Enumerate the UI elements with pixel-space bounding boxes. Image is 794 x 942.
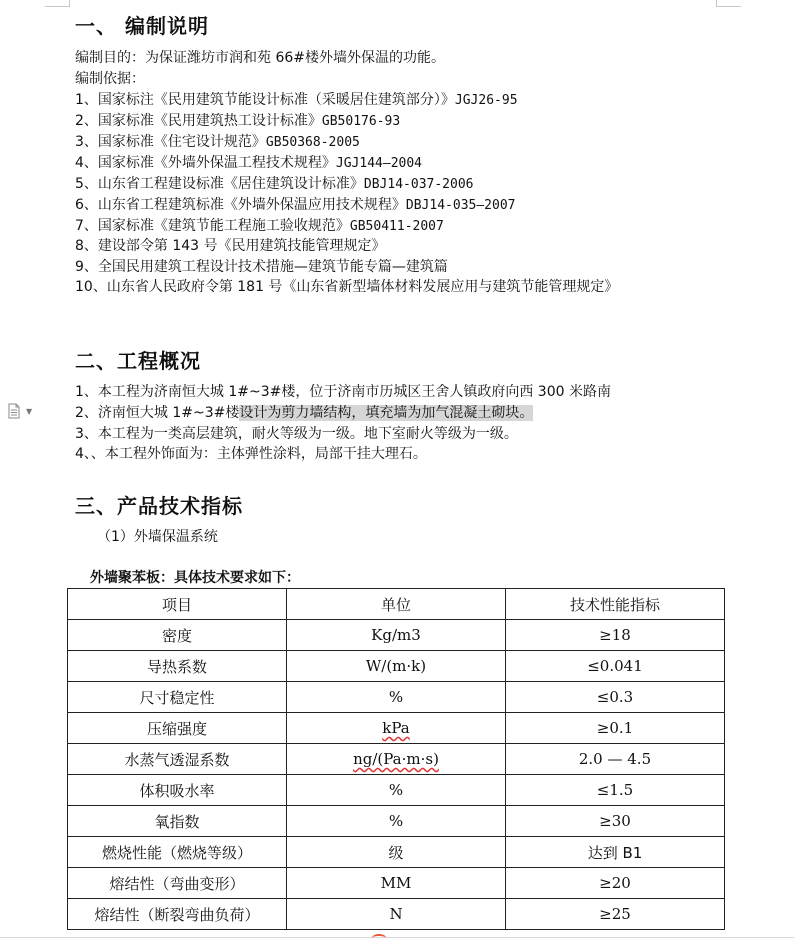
cell-unit: MM <box>287 868 506 899</box>
basis-label: 编制依据： <box>75 71 145 87</box>
basis-item-title: 7、国家标准《建筑节能工程施工验收规范》 <box>75 218 350 234</box>
table-row <box>68 620 725 651</box>
cell-unit <box>287 744 506 775</box>
cell-item: 氧指数 <box>68 806 287 837</box>
header-cell-spec: 技术性能指标 <box>506 589 725 620</box>
basis-item <box>75 236 386 256</box>
overview-item: 1、本工程为济南恒大城 1#~3#楼，位于济南市历城区王舍人镇政府向西 300 米路南 <box>75 384 611 400</box>
section2-heading: 二、工程概况 <box>75 349 201 373</box>
overview-item: 4、、本工程外饰面为：主体弹性涂料，局部干挂大理石。 <box>75 446 427 462</box>
basis-item-title: 4、国家标准《外墙外保温工程技术规程》 <box>75 155 336 171</box>
table-caption: 外墙聚苯板：具体技术要求如下： <box>90 570 300 586</box>
basis-item-code: DBJ14-035—2007 <box>405 198 516 213</box>
table-row <box>68 682 725 713</box>
basis-item-title: 1、国家标注《民用建筑节能设计标准（采暖居住建筑部分）》 <box>75 92 455 108</box>
cell-unit: % <box>287 775 506 806</box>
basis-item-code: GB50176-93 <box>321 114 401 129</box>
cell-unit: Kg/m3 <box>287 620 506 651</box>
basis-item-title: 2、国家标准《民用建筑热工设计标准》 <box>75 113 322 129</box>
basis-item-title: 9、全国民用建筑工程设计技术措施—建筑节能专篇—建筑篇 <box>75 259 448 275</box>
table-row <box>68 806 725 837</box>
cell-item: 熔结性（弯曲变形） <box>68 868 287 899</box>
basis-item <box>75 257 448 277</box>
cell-value: ≥18 <box>506 620 725 651</box>
cell-item: 熔结性（断裂弯曲负荷） <box>68 899 287 930</box>
cell-item: 燃烧性能（燃烧等级） <box>68 837 287 868</box>
basis-item-code: GB50368-2005 <box>265 135 360 150</box>
cell-item: 导热系数 <box>68 651 287 682</box>
page-corner-mark-left <box>45 0 70 7</box>
basis-item <box>75 216 444 237</box>
cell-unit: 级 <box>287 837 506 868</box>
table-row <box>68 713 725 744</box>
red-ink-mark <box>372 934 386 942</box>
cell-value: ≥20 <box>506 868 725 899</box>
basis-item <box>75 153 422 174</box>
page-bottom-rule <box>0 937 794 938</box>
cell-unit: kPa <box>287 713 506 744</box>
page-corner-mark-right <box>716 0 741 7</box>
cell-unit: W/(m·k) <box>287 651 506 682</box>
purpose-text: 编制目的：为保证潍坊市润和苑 66#楼外墙外保温的功能。 <box>75 50 445 66</box>
basis-item-title: 8、建设部令第 143 号《民用建筑技能管理规定》 <box>75 238 386 254</box>
basis-item-code: JGJ26-95 <box>454 93 518 108</box>
section3-heading: 三、产品技术指标 <box>75 494 243 518</box>
cell-value: ≤1.5 <box>506 775 725 806</box>
basis-item <box>75 111 400 132</box>
cell-value: ≤0.3 <box>506 682 725 713</box>
chevron-down-icon[interactable]: ▼ <box>26 407 33 416</box>
cell-item: 水蒸气透湿系数 <box>68 744 287 775</box>
section1-heading: 一、 编制说明 <box>75 14 209 38</box>
table-row <box>68 868 725 899</box>
cell-value: ≥25 <box>506 899 725 930</box>
basis-item-code: JGJ144—2004 <box>335 156 422 171</box>
table-row <box>68 651 725 682</box>
cell-unit: % <box>287 682 506 713</box>
cell-value: 达到 B1 <box>506 837 725 868</box>
basis-item <box>75 132 360 153</box>
cell-unit: % <box>287 806 506 837</box>
basis-item-title: 5、山东省工程建设标准《居住建筑设计标准》 <box>75 176 364 192</box>
highlighted-text[interactable]: 设计为剪力墙结构，填充墙为加气混凝土砌块。 <box>239 405 534 421</box>
cell-unit: N <box>287 899 506 930</box>
basis-item <box>75 90 518 111</box>
document-icon[interactable] <box>7 403 21 419</box>
table-row <box>68 837 725 868</box>
basis-item-code: GB50411-2007 <box>349 219 444 234</box>
section3-subheading: （1）外墙保温系统 <box>97 529 218 545</box>
cell-value: ≥0.1 <box>506 713 725 744</box>
cell-item: 压缩强度 <box>68 713 287 744</box>
basis-item-title: 6、山东省工程建筑标准《外墙外保温应用技术规程》 <box>75 197 406 213</box>
basis-item-title: 3、国家标准《住宅设计规范》 <box>75 134 266 150</box>
overview-item <box>75 403 533 423</box>
overview-item: 3、本工程为一类高层建筑，耐火等级为一级。地下室耐火等级为一级。 <box>75 426 518 442</box>
cell-item: 体积吸水率 <box>68 775 287 806</box>
basis-item <box>75 277 618 297</box>
cell-value: ≥30 <box>506 806 725 837</box>
cell-item: 密度 <box>68 620 287 651</box>
overview-item-text: 2、济南恒大城 1#~3#楼 <box>75 405 240 421</box>
basis-item <box>75 174 473 195</box>
cell-item: 尺寸稳定性 <box>68 682 287 713</box>
page-top-edge <box>0 0 794 6</box>
cell-value: 2.0 — 4.5 <box>506 744 725 775</box>
basis-item-code: DBJ14-037-2006 <box>363 177 474 192</box>
cell-value: ≤0.041 <box>506 651 725 682</box>
table-row <box>68 899 725 930</box>
basis-item-title: 10、山东省人民政府令第 181 号《山东省新型墙体材料发展应用与建筑节能管理规定》 <box>75 279 619 295</box>
table-row <box>68 775 725 806</box>
header-cell-unit: 单位 <box>287 589 506 620</box>
basis-item <box>75 195 515 216</box>
table-row <box>68 744 725 775</box>
table-header-row <box>68 589 725 620</box>
spec-table <box>67 588 725 930</box>
cell-unit-text: ng/(Pa·m·s) <box>353 750 439 768</box>
header-cell-item: 项目 <box>68 589 287 620</box>
